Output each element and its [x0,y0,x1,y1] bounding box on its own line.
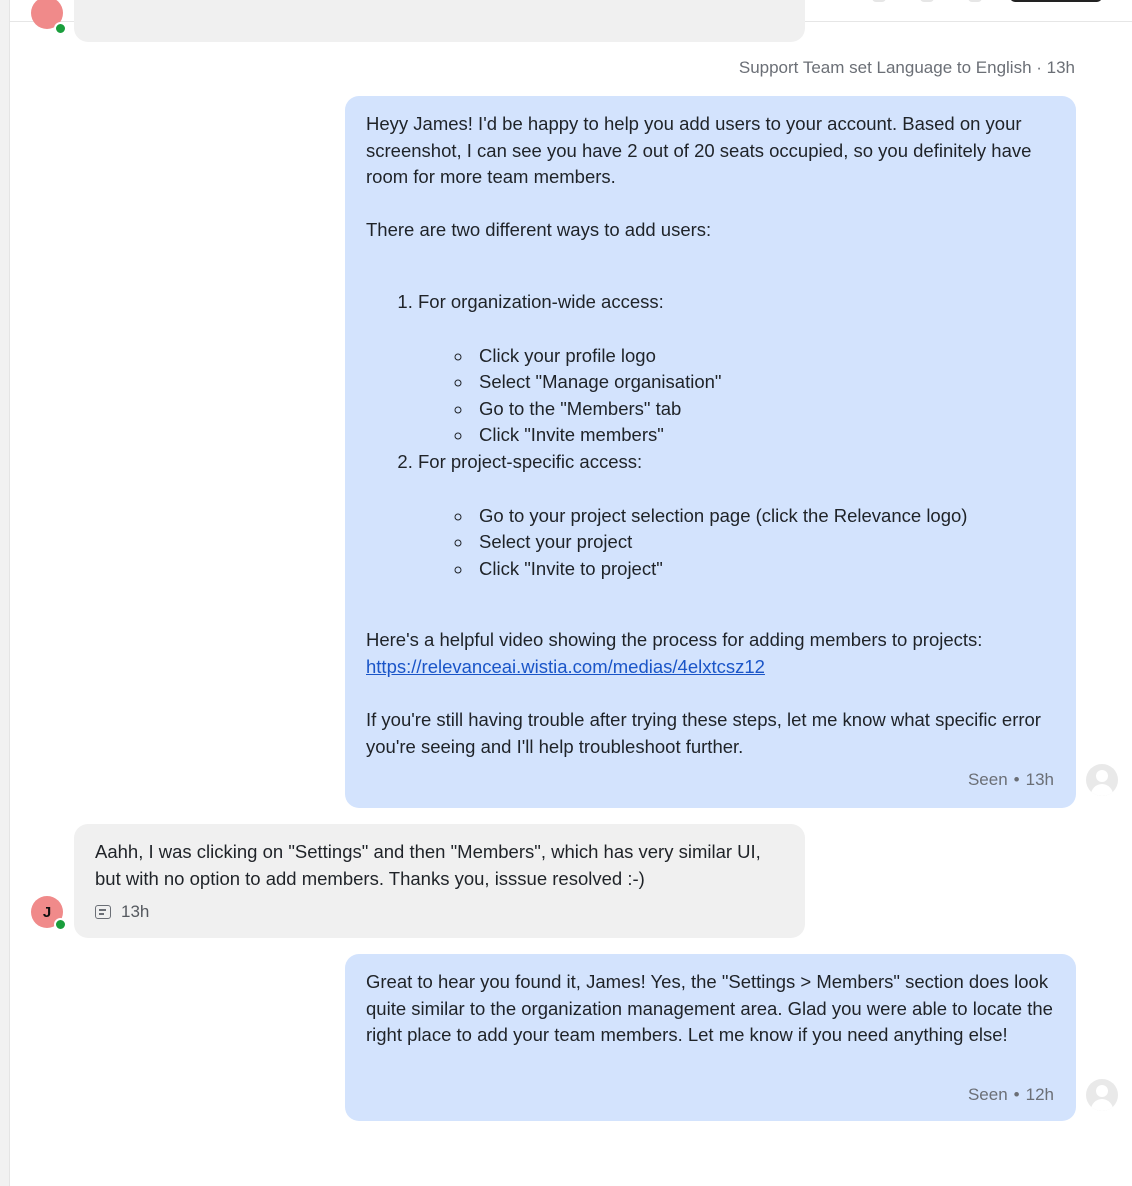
top-toolbar-icon[interactable] [872,0,886,2]
online-dot-icon [54,22,67,35]
sub-step-item: ◦ Click "Invite members" [473,422,1058,449]
top-toolbar-icon[interactable] [968,0,982,2]
seen-status [968,1085,1054,1105]
left-rail [0,0,10,1186]
default-user-avatar-icon[interactable] [1086,1079,1118,1111]
step-item [418,449,1058,582]
user-message-text: Aahh, I was clicking on "Settings" and then "Members", which has very similar UI, but with no option to add members. Thanks you, isssue resolved :-) [95,841,761,889]
agent-message-body [366,111,1058,760]
sub-step-item: ◦ Click your profile logo [473,343,1058,370]
seen-time: 12h [1025,1085,1054,1104]
seen-label: Seen [967,770,1008,789]
default-user-avatar-icon[interactable] [1086,764,1118,796]
top-toolbar-icon[interactable] [920,0,934,2]
online-dot-icon [54,918,67,931]
message-paragraph: If you're still having trouble after trying these steps, let me know what specific error you're seeing and I'll help troubleshoot further. [366,709,1041,757]
message-paragraph: There are two different ways to add users: [366,219,712,241]
seen-separator: • [1013,770,1020,789]
seen-time: 13h [1025,770,1054,789]
sub-step-item: ◦ Click "Invite to project" [473,556,1058,583]
seen-label: Seen [967,1085,1008,1104]
sub-step-item: ◦ Select "Manage organisation" [473,369,1058,396]
conversation-event: Support Team set Language to English · 13h [738,58,1075,77]
sub-steps-list [418,343,1058,449]
message-time: 13h [121,902,150,921]
step-item [418,289,1058,449]
user-message-bubble [74,824,805,938]
step-title: For project-specific access: [418,450,643,472]
previous-user-message-bubble [74,0,805,42]
video-link[interactable]: https://relevanceai.wistia.com/medias/4elxtcsz12 [366,655,765,677]
sub-step-item: ◦ Select your project [473,529,1058,556]
sub-step-item: ◦ Go to the "Members" tab [473,396,1058,423]
message-paragraph: Heyy James! I'd be happy to help you add users to your account. Based on your screenshot, I can see you have 2 out of 20 seats occupied, so you definitely have room for more team members. [366,113,1032,188]
top-action-button[interactable] [1010,0,1102,2]
agent-message-bubble [345,96,1076,808]
note-icon[interactable] [95,905,111,919]
agent-message-bubble [345,954,1076,1121]
sub-step-item: ◦ Go to your project selection page (click the Relevance logo) [473,503,1058,530]
step-title: For organization-wide access: [418,290,664,312]
message-paragraph: Here's a helpful video showing the process for adding members to projects: [366,629,983,651]
steps-list [366,289,1058,582]
seen-separator: • [1013,1085,1020,1104]
seen-status [968,770,1054,790]
sub-steps-list [418,503,1058,583]
user-avatar[interactable]: J [31,896,63,928]
agent-message-text: Great to hear you found it, James! Yes, the "Settings > Members" section does look quite similar to the organization management area. Glad you were able to locate the right place to add your team members. Let me know if you need anything else! [366,971,1053,1046]
user-message-meta [95,902,149,922]
